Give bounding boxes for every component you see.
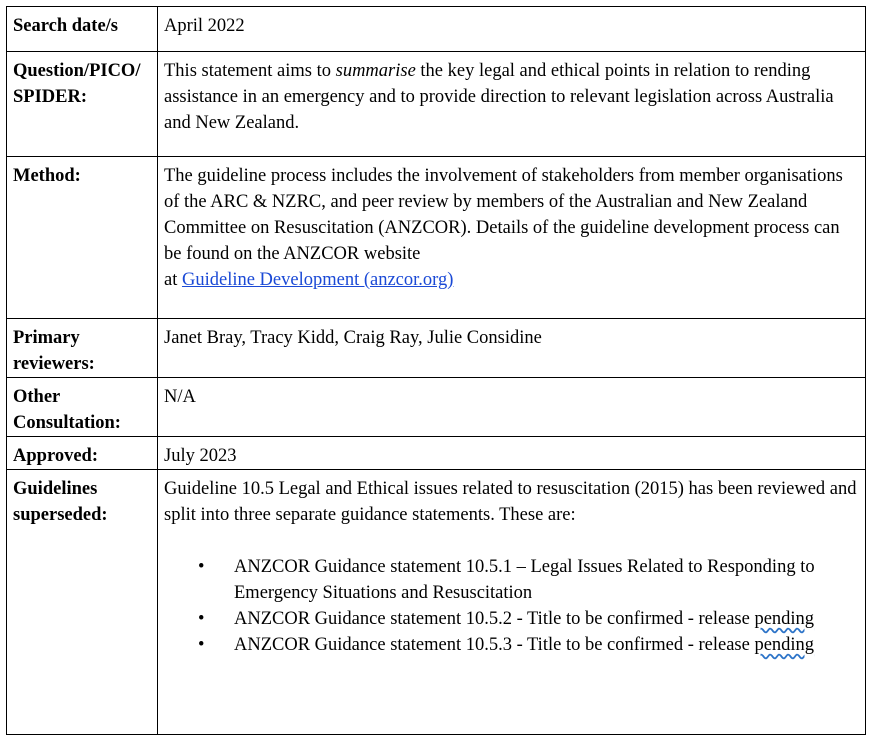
method-link-prefix: at [164, 270, 182, 290]
list-item-text: ANZCOR Guidance statement 10.5.1 – Legal Issues Related to Responding to Emergency Situations and Resuscitation [234, 557, 815, 603]
list-item-pending: pending [754, 609, 815, 629]
approved-value: July 2023 [158, 437, 866, 470]
table-row-approved [7, 437, 866, 470]
bullet-icon: • [198, 609, 205, 629]
question-value [158, 52, 866, 157]
table-row-method [7, 157, 866, 319]
list-item-pending: pending [754, 635, 815, 655]
table-row-question [7, 52, 866, 157]
table-row-primary-reviewers [7, 319, 866, 378]
superseded-list [164, 554, 859, 658]
guideline-development-link[interactable]: Guideline Development (anzcor.org) [181, 270, 454, 290]
primary-reviewers-label: Primary reviewers: [7, 319, 158, 378]
search-date-value: April 2022 [158, 7, 866, 52]
primary-reviewers-value: Janet Bray, Tracy Kidd, Craig Ray, Julie Considine [158, 319, 866, 378]
question-text-after: the key legal and ethical points in relation to rending assistance in an emergency and to provide direction to relevant legislation across Australia and New Zealand. [164, 61, 834, 133]
list-item-text: ANZCOR Guidance statement 10.5.2 - Title to be confirmed - release [234, 609, 755, 629]
guidelines-superseded-label: Guidelines superseded: [7, 470, 158, 735]
other-consultation-value: N/A [158, 378, 866, 437]
question-text-before: This statement aims to [164, 61, 336, 81]
list-item-text: ANZCOR Guidance statement 10.5.3 - Title to be confirmed - release [234, 635, 755, 655]
question-text-emphasis: summarise [335, 61, 416, 81]
other-consultation-label: Other Consultation: [7, 378, 158, 437]
guidelines-superseded-value [158, 470, 866, 735]
question-label: Question/PICO/ SPIDER: [7, 52, 158, 157]
approved-label: Approved: [7, 437, 158, 470]
list-item [198, 606, 859, 632]
method-value [158, 157, 866, 319]
guideline-info-table [6, 6, 866, 735]
bullet-icon: • [198, 557, 205, 577]
method-label: Method: [7, 157, 158, 319]
bullet-icon: • [198, 635, 205, 655]
superseded-intro: Guideline 10.5 Legal and Ethical issues related to resuscitation (2015) has been reviewed and split into three separate guidance statements. These are: [164, 479, 857, 525]
search-date-label: Search date/s [7, 7, 158, 52]
method-text: The guideline process includes the involvement of stakeholders from member organisations of the ARC & NZRC, and peer review by members of the Australian and New Zealand Committee on Resuscitation (ANZCOR). Details of the guideline development process can be found on the ANZCOR website [164, 166, 843, 264]
list-item [198, 632, 859, 658]
table-row-guidelines-superseded [7, 470, 866, 735]
table-row-other-consultation [7, 378, 866, 437]
paragraph-spacer [164, 528, 859, 554]
table-row-search-date [7, 7, 866, 52]
list-item [198, 554, 859, 606]
